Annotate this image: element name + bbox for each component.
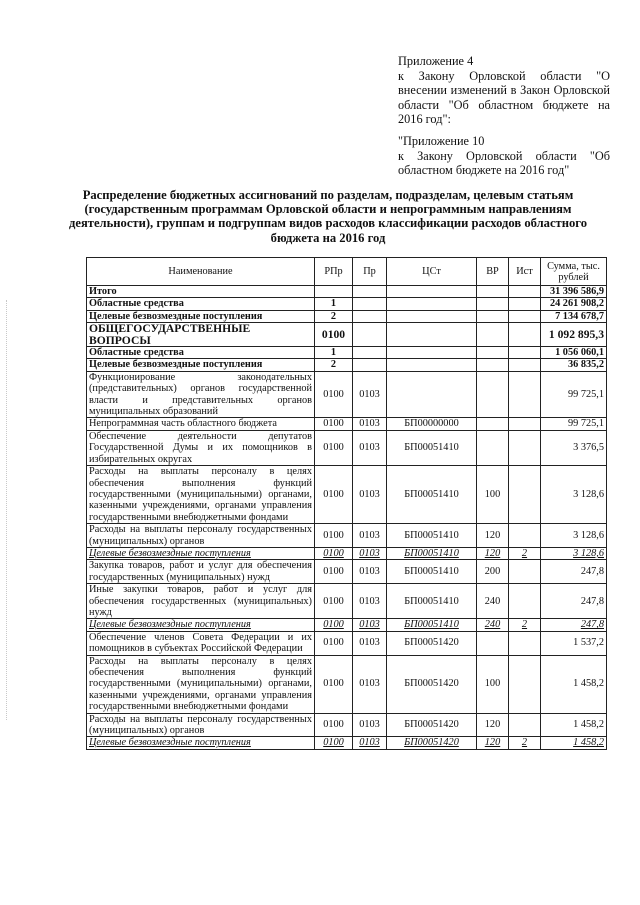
cell-sum: 3 128,6 — [541, 466, 607, 524]
cell-ist: 2 — [509, 737, 541, 749]
cell-rpr: 0100 — [315, 466, 353, 524]
cell-rpr: 0100 — [315, 584, 353, 619]
table-header-row — [87, 258, 607, 286]
cell-name: Расходы на выплаты персоналу государственных (муниципальных) органов — [87, 713, 315, 737]
cell-vr — [477, 298, 509, 310]
cell-pr — [353, 286, 387, 298]
cell-ist — [509, 430, 541, 465]
cell-vr: 100 — [477, 655, 509, 713]
cell-sum: 1 537,2 — [541, 631, 607, 655]
scan-edge-marks — [6, 300, 9, 720]
cell-pr: 0103 — [353, 430, 387, 465]
cell-pr — [353, 347, 387, 359]
table-row — [87, 560, 607, 584]
cell-cst — [387, 310, 477, 322]
cell-rpr: 0100 — [315, 631, 353, 655]
cell-ist — [509, 655, 541, 713]
header-ist: Ист — [509, 258, 541, 286]
table-row — [87, 418, 607, 430]
cell-ist: 2 — [509, 547, 541, 559]
appendix-original-number: "Приложение 10 — [398, 133, 485, 148]
cell-sum: 1 458,2 — [541, 655, 607, 713]
cell-rpr: 0100 — [315, 619, 353, 631]
cell-name: Областные средства — [87, 298, 315, 310]
cell-name: Целевые безвозмездные поступления — [87, 359, 315, 371]
cell-sum: 247,8 — [541, 560, 607, 584]
table-row — [87, 584, 607, 619]
cell-vr: 120 — [477, 713, 509, 737]
cell-name: Целевые безвозмездные поступления — [87, 310, 315, 322]
cell-name: Непрограммная часть областного бюджета — [87, 418, 315, 430]
cell-vr: 120 — [477, 547, 509, 559]
header-vr: ВР — [477, 258, 509, 286]
cell-pr: 0103 — [353, 631, 387, 655]
cell-vr — [477, 418, 509, 430]
cell-ist — [509, 371, 541, 418]
cell-name: Расходы на выплаты персоналу государственных (муниципальных) органов — [87, 524, 315, 548]
cell-name: Целевые безвозмездные поступления — [87, 737, 315, 749]
table-row — [87, 359, 607, 371]
cell-ist: 2 — [509, 619, 541, 631]
cell-pr — [353, 310, 387, 322]
cell-rpr: 0100 — [315, 418, 353, 430]
cell-sum: 3 128,6 — [541, 524, 607, 548]
header-sum: Сумма, тыс. рублей — [541, 258, 607, 286]
cell-name: Иные закупки товаров, работ и услуг для обеспечения государственных (муниципальных) нужд — [87, 584, 315, 619]
cell-rpr: 0100 — [315, 737, 353, 749]
cell-rpr: 2 — [315, 359, 353, 371]
cell-ist — [509, 347, 541, 359]
cell-pr — [353, 323, 387, 347]
cell-sum: 247,8 — [541, 584, 607, 619]
cell-cst — [387, 347, 477, 359]
table-row — [87, 323, 607, 347]
cell-cst: БП00051410 — [387, 466, 477, 524]
cell-sum: 1 056 060,1 — [541, 347, 607, 359]
cell-rpr: 0100 — [315, 655, 353, 713]
cell-name: Целевые безвозмездные поступления — [87, 619, 315, 631]
cell-name: Закупка товаров, работ и услуг для обеспечения государственных (муниципальных) нужд — [87, 560, 315, 584]
cell-vr — [477, 631, 509, 655]
cell-rpr: 0100 — [315, 560, 353, 584]
table-row — [87, 713, 607, 737]
document-title: Распределение бюджетных ассигнований по разделам, подразделам, целевым статьям (государственным программам Орловской области и непрограммным направлениям деятельности), группам и подгруппам видов расходов классификации расходов областного бюджета на 2016 год — [69, 188, 587, 245]
cell-rpr: 0100 — [315, 547, 353, 559]
cell-rpr: 0100 — [315, 323, 353, 347]
table-row — [87, 371, 607, 418]
appendix-original-law-reference: к Закону Орловской области "Об областном бюджете на 2016 год" — [398, 148, 610, 178]
cell-sum: 3 376,5 — [541, 430, 607, 465]
cell-cst: БП00051420 — [387, 655, 477, 713]
cell-name: Обеспечение членов Совета Федерации и их помощников в субъектах Российской Федерации — [87, 631, 315, 655]
cell-vr — [477, 430, 509, 465]
cell-pr: 0103 — [353, 655, 387, 713]
cell-cst — [387, 323, 477, 347]
cell-ist — [509, 713, 541, 737]
cell-sum: 1 458,2 — [541, 713, 607, 737]
cell-cst — [387, 286, 477, 298]
cell-sum: 1 458,2 — [541, 737, 607, 749]
cell-cst: БП00051420 — [387, 631, 477, 655]
cell-sum: 36 835,2 — [541, 359, 607, 371]
appendix-law-reference: к Закону Орловской области "О внесении изменений в Закон Орловской области "Об областном бюджете на 2016 год": — [398, 68, 610, 127]
cell-sum: 1 092 895,3 — [541, 323, 607, 347]
table-row — [87, 737, 607, 749]
cell-vr — [477, 310, 509, 322]
cell-pr — [353, 298, 387, 310]
cell-pr: 0103 — [353, 371, 387, 418]
cell-name: ОБЩЕГОСУДАРСТВЕННЫЕ ВОПРОСЫ — [87, 323, 315, 347]
cell-rpr: 0100 — [315, 713, 353, 737]
cell-ist — [509, 524, 541, 548]
appendix-note — [398, 54, 610, 178]
table-row — [87, 310, 607, 322]
cell-sum: 99 725,1 — [541, 418, 607, 430]
header-pr: Пр — [353, 258, 387, 286]
table-row — [87, 619, 607, 631]
table-row — [87, 631, 607, 655]
cell-sum: 31 396 586,9 — [541, 286, 607, 298]
cell-pr: 0103 — [353, 524, 387, 548]
cell-pr: 0103 — [353, 547, 387, 559]
cell-rpr: 1 — [315, 347, 353, 359]
cell-pr: 0103 — [353, 619, 387, 631]
cell-cst: БП00051410 — [387, 560, 477, 584]
cell-sum: 99 725,1 — [541, 371, 607, 418]
cell-cst — [387, 359, 477, 371]
table-row — [87, 298, 607, 310]
cell-sum: 247,8 — [541, 619, 607, 631]
cell-cst — [387, 371, 477, 418]
cell-pr: 0103 — [353, 466, 387, 524]
cell-name: Областные средства — [87, 347, 315, 359]
table-row — [87, 347, 607, 359]
cell-vr: 120 — [477, 737, 509, 749]
cell-pr — [353, 359, 387, 371]
cell-cst: БП00051420 — [387, 737, 477, 749]
cell-pr: 0103 — [353, 560, 387, 584]
cell-vr — [477, 323, 509, 347]
cell-vr: 240 — [477, 584, 509, 619]
cell-cst: БП00051410 — [387, 619, 477, 631]
cell-ist — [509, 560, 541, 584]
cell-ist — [509, 418, 541, 430]
cell-pr: 0103 — [353, 737, 387, 749]
cell-rpr: 0100 — [315, 371, 353, 418]
table-row — [87, 524, 607, 548]
cell-cst: БП00051410 — [387, 524, 477, 548]
table-row — [87, 430, 607, 465]
cell-sum: 24 261 908,2 — [541, 298, 607, 310]
table-row — [87, 286, 607, 298]
cell-vr: 240 — [477, 619, 509, 631]
header-rpr: РПр — [315, 258, 353, 286]
appendix-number: Приложение 4 — [398, 54, 474, 68]
cell-pr: 0103 — [353, 418, 387, 430]
cell-name: Целевые безвозмездные поступления — [87, 547, 315, 559]
header-cst: ЦСт — [387, 258, 477, 286]
cell-vr: 120 — [477, 524, 509, 548]
cell-vr — [477, 286, 509, 298]
table-row — [87, 655, 607, 713]
cell-cst: БП00051410 — [387, 547, 477, 559]
cell-name: Расходы на выплаты персоналу в целях обеспечения выполнения функций государственными (муниципальными) органами, казенными учреждениями, органами управления государственными внебюджетными фондами — [87, 466, 315, 524]
cell-vr — [477, 347, 509, 359]
cell-ist — [509, 310, 541, 322]
table-body — [87, 286, 607, 750]
cell-pr: 0103 — [353, 713, 387, 737]
cell-name: Функционирование законодательных (представительных) органов государственной власти и представительных органов муниципальных образований — [87, 371, 315, 418]
cell-name: Обеспечение деятельности депутатов Государственной Думы и их помощников в избирательных округах — [87, 430, 315, 465]
cell-ist — [509, 584, 541, 619]
header-name: Наименование — [87, 258, 315, 286]
cell-ist — [509, 631, 541, 655]
cell-cst: БП00051410 — [387, 430, 477, 465]
cell-rpr — [315, 286, 353, 298]
cell-cst — [387, 298, 477, 310]
cell-vr — [477, 359, 509, 371]
cell-rpr: 2 — [315, 310, 353, 322]
cell-cst: БП00051420 — [387, 713, 477, 737]
cell-cst: БП00000000 — [387, 418, 477, 430]
cell-name: Расходы на выплаты персоналу в целях обеспечения выполнения функций государственными (муниципальными) органами, казенными учреждениями, органами управления государственными внебюджетными фондами — [87, 655, 315, 713]
cell-rpr: 0100 — [315, 430, 353, 465]
cell-cst: БП00051410 — [387, 584, 477, 619]
cell-name: Итого — [87, 286, 315, 298]
table-row — [87, 547, 607, 559]
cell-rpr: 0100 — [315, 524, 353, 548]
cell-ist — [509, 359, 541, 371]
budget-table — [86, 257, 607, 750]
cell-rpr: 1 — [315, 298, 353, 310]
cell-sum: 7 134 678,7 — [541, 310, 607, 322]
table-row — [87, 466, 607, 524]
cell-vr: 200 — [477, 560, 509, 584]
cell-sum: 3 128,6 — [541, 547, 607, 559]
cell-vr — [477, 371, 509, 418]
cell-vr: 100 — [477, 466, 509, 524]
cell-ist — [509, 298, 541, 310]
cell-ist — [509, 323, 541, 347]
cell-ist — [509, 466, 541, 524]
cell-pr: 0103 — [353, 584, 387, 619]
cell-ist — [509, 286, 541, 298]
